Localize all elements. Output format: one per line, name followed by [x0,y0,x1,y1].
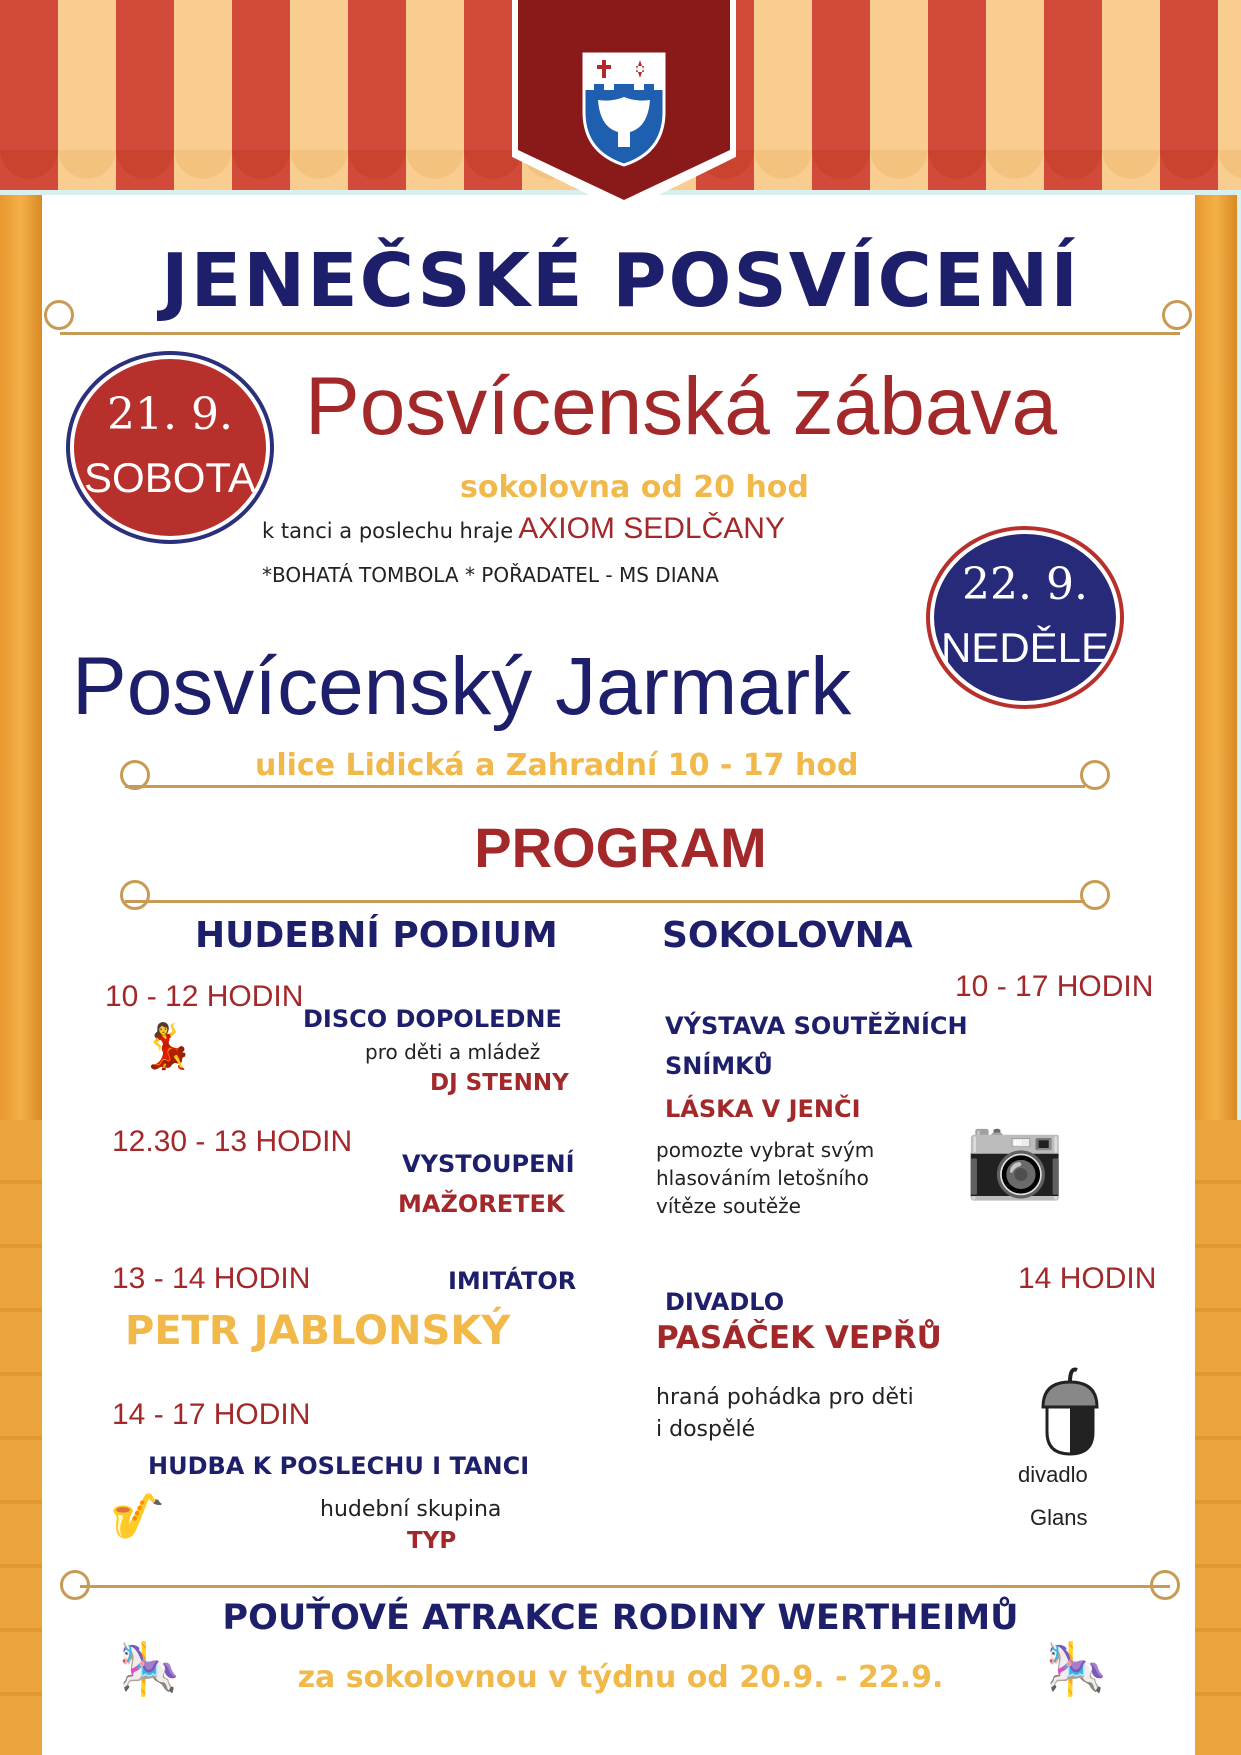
program-title: PROGRAM [474,816,767,879]
sunday-place: ulice Lidická a Zahradní 10 - 17 hod [255,748,859,783]
saturday-note: *BOHATÁ TOMBOLA * POŘADATEL - MS DIANA [262,563,719,587]
time: 14 - 17 HODIN [112,1398,311,1431]
logo-text: Glans [1030,1505,1088,1530]
item-name: DJ STENNY [430,1070,569,1096]
scroll-ornament [1150,1570,1180,1600]
item-name: TYP [407,1528,457,1554]
saturday-event: Posvícenská zábava [305,361,1058,452]
time: 13 - 14 HODIN [112,1262,311,1295]
sunday-day: NEDĚLE [940,624,1110,671]
divider [60,332,1180,335]
dancers-icon: 💃 [140,1021,195,1072]
item-desc: hraná pohádka pro děti [656,1385,914,1410]
scroll-ornament [1080,760,1110,790]
item-title: VYSTOUPENÍ [402,1150,575,1178]
band-name: AXIOM SEDLČANY [518,512,785,545]
scroll-ornament [44,300,74,330]
music-prefix: k tanci a poslechu hraje [262,519,514,543]
acorn-icon [1035,1362,1105,1457]
right-heading: SOKOLOVNA [662,915,913,956]
logo-text: divadlo [1018,1462,1088,1487]
musicians-icon: 🎷 [110,1491,165,1542]
camera-icon: 📷 [965,1110,1065,1203]
item-title: VÝSTAVA SOUTĚŽNÍCH [665,1012,968,1040]
scroll-ornament [60,1570,90,1600]
item-sub: hudební skupina [320,1497,502,1522]
saturday-date: 21. 9. [107,389,233,440]
scroll-ornament [120,760,150,790]
item-title: IMITÁTOR [448,1267,577,1295]
item-title: DIVADLO [665,1288,785,1316]
scroll-ornament [1080,880,1110,910]
item-desc: pomozte vybrat svým [656,1138,875,1162]
item-name: PETR JABLONSKÝ [125,1308,511,1354]
item-title: DISCO DOPOLEDNE [303,1005,562,1033]
time: 14 HODIN [1018,1262,1157,1295]
footer-sub: za sokolovnou v týdnu od 20.9. - 22.9. [297,1660,944,1695]
item-desc: i dospělé [656,1417,756,1442]
item-name: MAŽORETEK [398,1190,565,1218]
time: 12.30 - 13 HODIN [112,1125,353,1158]
saturday-music [262,512,785,546]
item-sub: pro děti a mládež [365,1040,541,1064]
scroll-ornament [1162,300,1192,330]
divider [125,900,1085,903]
item-desc: hlasováním letošního [656,1166,869,1190]
sunday-event: Posvícenský Jarmark [72,641,852,732]
footer-title: POUŤOVÉ ATRAKCE RODINY WERTHEIMŮ [222,1598,1019,1638]
item-desc: vítěze soutěže [656,1194,801,1218]
item-name: PASÁČEK VEPŘŮ [656,1320,942,1356]
sunday-badge [930,530,1120,705]
left-heading: HUDEBNÍ PODIUM [195,915,558,956]
carousel-icon: 🎠 [118,1640,181,1698]
divider [80,1585,1170,1588]
time: 10 - 17 HODIN [955,970,1154,1003]
sunday-date: 22. 9. [962,559,1088,610]
item-name: LÁSKA V JENČI [665,1095,861,1123]
coat-of-arms-icon [582,52,666,167]
item-title: SNÍMKŮ [665,1052,773,1080]
page-title: JENEČSKÉ POSVÍCENÍ [161,238,1080,324]
carousel-icon: 🎠 [1045,1640,1108,1698]
item-title: HUDBA K POSLECHU I TANCI [148,1452,530,1480]
saturday-day: SOBOTA [84,454,256,501]
scroll-ornament [120,880,150,910]
divider [125,785,1085,788]
saturday-place: sokolovna od 20 hod [460,470,809,505]
time: 10 - 12 HODIN [105,980,304,1013]
saturday-badge [70,355,270,540]
